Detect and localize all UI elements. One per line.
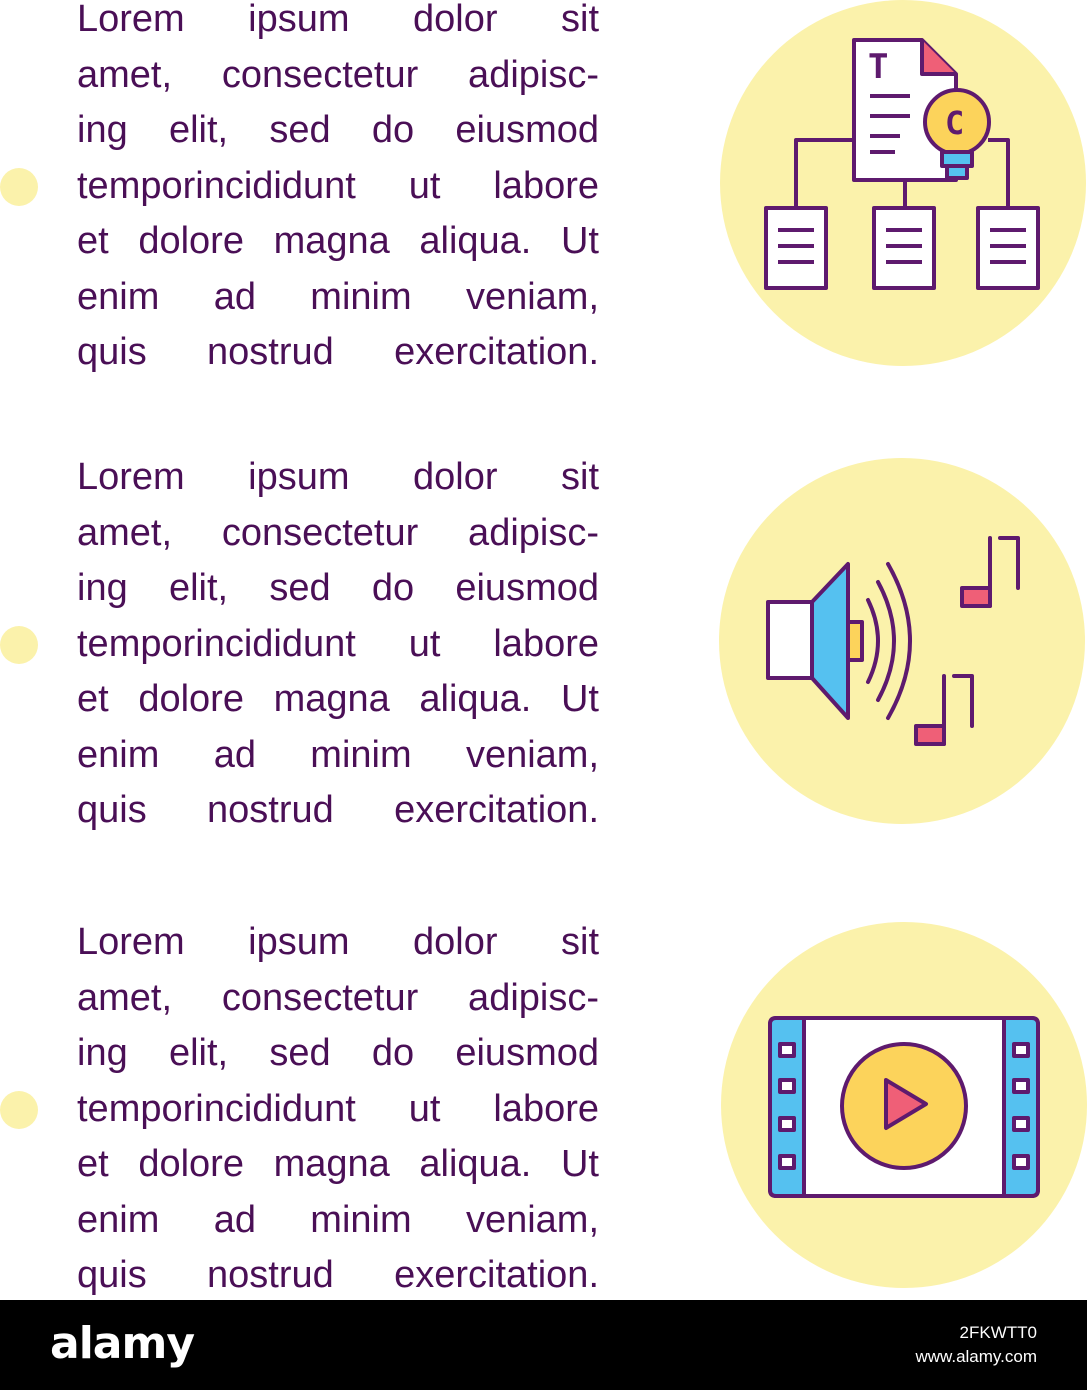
paragraph-line: Lorem ipsum dolor sit [77, 921, 599, 963]
paragraph-line: et dolore magna aliqua. Ut [77, 220, 599, 262]
paragraph-line: ing elit, sed do eiusmod [77, 1032, 599, 1074]
paragraph-line: Lorem ipsum dolor sit [77, 456, 599, 498]
bullet-dot-3 [0, 1091, 38, 1129]
document-structure-icon [760, 30, 1050, 300]
paragraph-line: quis nostrud exercitation. [77, 331, 599, 373]
paragraph-line: amet, consectetur adipisc- [77, 53, 599, 96]
bullet-dot-2 [0, 626, 38, 664]
video-film-play-icon [768, 1014, 1042, 1200]
paragraph-2 [77, 450, 599, 839]
paragraph-line: quis nostrud exercitation. [77, 1254, 599, 1296]
paragraph-line: enim ad minim veniam, [77, 733, 599, 776]
paragraph-line: et dolore magna aliqua. Ut [77, 1143, 599, 1185]
image-id: 2FKWTT0 [959, 1323, 1037, 1342]
paragraph-line: quis nostrud exercitation. [77, 789, 599, 831]
paragraph-3 [77, 915, 599, 1304]
paragraph-1 [77, 0, 599, 381]
speaker-music-icon [760, 530, 1040, 760]
paragraph-line: enim ad minim veniam, [77, 275, 599, 318]
icon-letter-t: T [868, 47, 889, 87]
paragraph-line: temporincididunt ut labore [77, 622, 599, 665]
paragraph-line: enim ad minim veniam, [77, 1198, 599, 1241]
paragraph-line: amet, consectetur adipisc- [77, 976, 599, 1019]
paragraph-line: ing elit, sed do eiusmod [77, 109, 599, 151]
paragraph-line: ing elit, sed do eiusmod [77, 567, 599, 609]
site-url[interactable]: www.alamy.com [915, 1347, 1037, 1366]
icon-letter-c: C [945, 104, 965, 142]
paragraph-line: Lorem ipsum dolor sit [77, 0, 599, 40]
paragraph-line: temporincididunt ut labore [77, 164, 599, 207]
paragraph-line: et dolore magna aliqua. Ut [77, 678, 599, 720]
paragraph-line: temporincididunt ut labore [77, 1087, 599, 1130]
paragraph-line: amet, consectetur adipisc- [77, 511, 599, 554]
bullet-dot-1 [0, 168, 38, 206]
alamy-logo: alamy [50, 1318, 194, 1369]
